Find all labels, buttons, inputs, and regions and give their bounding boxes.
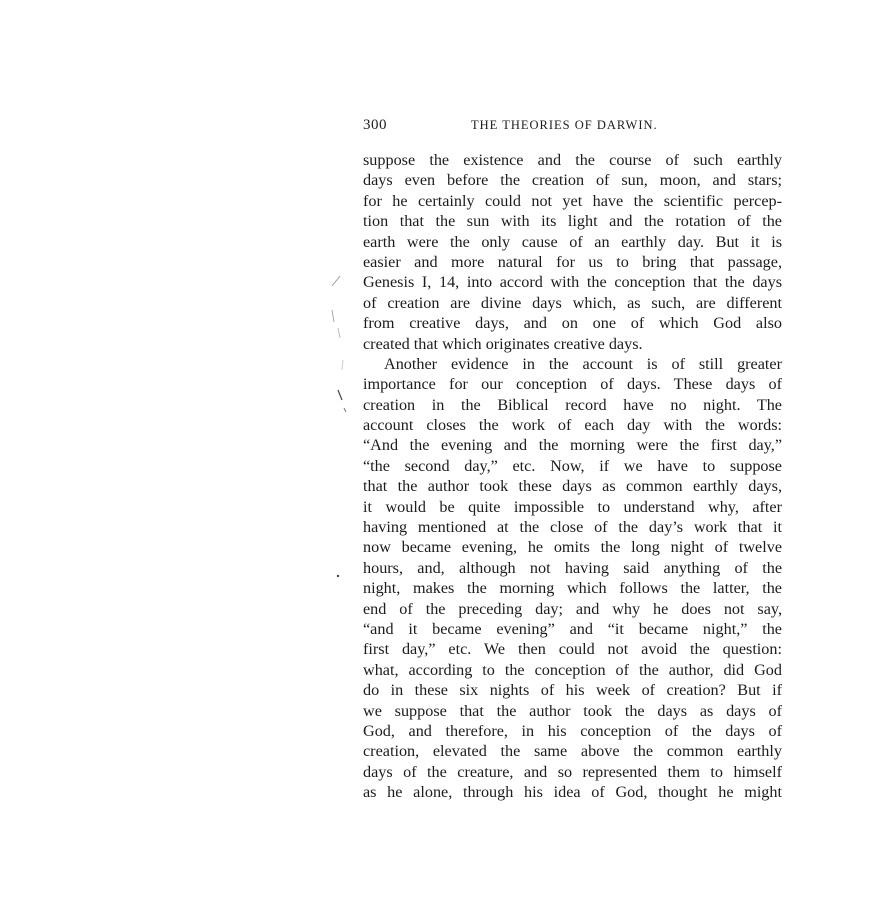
text-line: God, and therefore, in his conception of the days of bbox=[363, 721, 782, 740]
text-line: days even before the creation of sun, moon, and stars; bbox=[363, 171, 782, 190]
page-header bbox=[363, 117, 782, 137]
text-line: we suppose that the author took the days as days of bbox=[363, 701, 782, 720]
text-line: creation, elevated the same above the common earthly bbox=[363, 742, 782, 761]
text-line: tion that the sun with its light and the rotation of the bbox=[363, 212, 782, 231]
text-line: earth were the only cause of an earthly day. But it is bbox=[363, 232, 782, 251]
text-line: “And the evening and the morning were the first day,” bbox=[363, 436, 782, 455]
text-line: do in these six nights of his week of creation? But if bbox=[363, 681, 782, 700]
text-line: “and it became evening” and “it became night,” the bbox=[363, 619, 782, 638]
text-line: it would be quite impossible to understand why, after bbox=[363, 497, 782, 516]
text-line: from creative days, and on one of which God also bbox=[363, 314, 782, 333]
text-line: importance for our conception of days. These days of bbox=[363, 375, 782, 394]
running-title: THE THEORIES OF DARWIN. bbox=[471, 118, 658, 132]
margin-scan-marks bbox=[318, 270, 358, 590]
text-line: for he certainly could not yet have the scientific percep- bbox=[363, 191, 782, 210]
text-line: creation in the Biblical record have no night. The bbox=[363, 395, 782, 414]
text-line: Genesis I, 14, into accord with the conception that the days bbox=[363, 273, 782, 292]
text-line: first day,” etc. We then could not avoid the question: bbox=[363, 640, 782, 659]
text-line: as he alone, through his idea of God, thought he might bbox=[363, 783, 782, 802]
text-line: night, makes the morning which follows the latter, the bbox=[363, 579, 782, 598]
text-line: that the author took these days as common earthly days, bbox=[363, 477, 782, 496]
page-number: 300 bbox=[363, 117, 387, 133]
text-line: hours, and, although not having said anything of the bbox=[363, 558, 782, 577]
text-line: “the second day,” etc. Now, if we have to suppose bbox=[363, 456, 782, 475]
text-line: account closes the work of each day with the words: bbox=[363, 416, 782, 435]
body-text bbox=[363, 150, 782, 803]
text-line: created that which originates creative days. bbox=[363, 334, 643, 353]
text-line: what, according to the conception of the author, did God bbox=[363, 660, 782, 679]
text-line: suppose the existence and the course of such earthly bbox=[363, 151, 782, 169]
text-line: Another evidence in the account is of still greater bbox=[384, 354, 782, 373]
text-line: end of the preceding day; and why he does not say, bbox=[363, 599, 782, 618]
text-line: days of the creature, and so represented them to himself bbox=[363, 762, 782, 781]
text-line: of creation are divine days which, as such, are different bbox=[363, 293, 782, 312]
text-line: now became evening, he omits the long night of twelve bbox=[363, 538, 782, 557]
text-line: having mentioned at the close of the day’s work that it bbox=[363, 518, 782, 537]
text-line: easier and more natural for us to bring that passage, bbox=[363, 252, 782, 271]
